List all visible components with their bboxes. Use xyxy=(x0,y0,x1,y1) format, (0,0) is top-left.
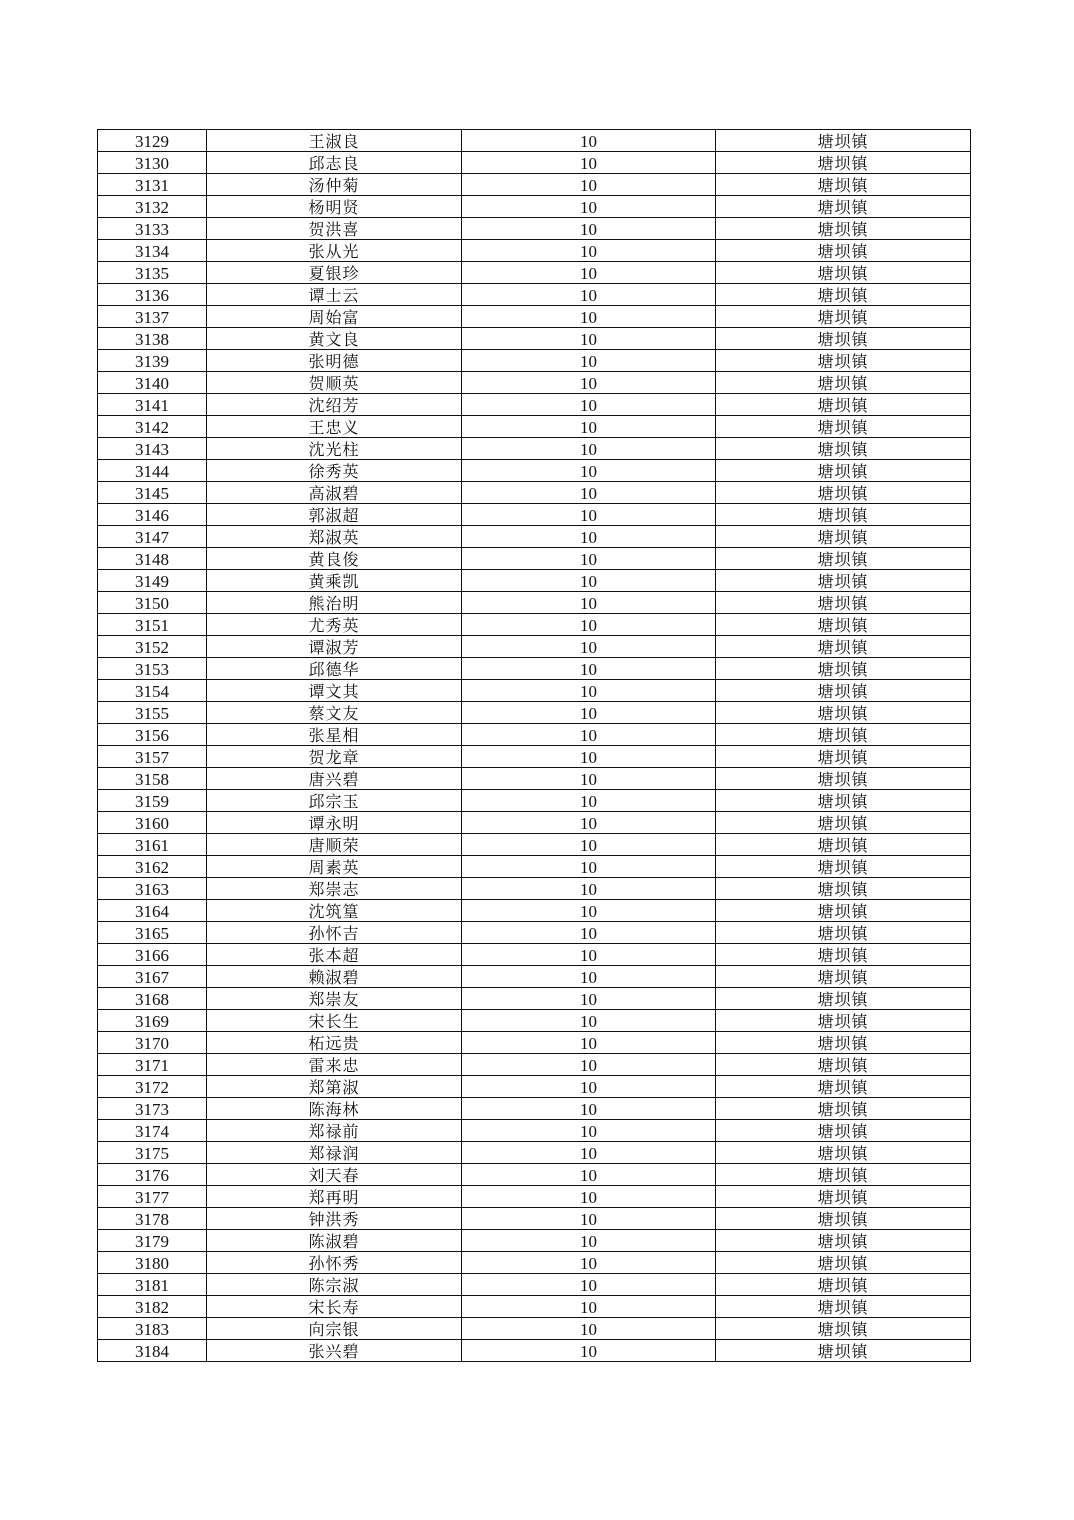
row-number-cell: 3159 xyxy=(98,790,207,812)
table-row xyxy=(98,130,971,152)
table-row xyxy=(98,680,971,702)
town-cell: 塘坝镇 xyxy=(716,218,971,240)
town-cell: 塘坝镇 xyxy=(716,526,971,548)
row-number-cell: 3156 xyxy=(98,724,207,746)
person-name-cell: 张明德 xyxy=(207,350,462,372)
person-name-cell: 黄良俊 xyxy=(207,548,462,570)
table-row xyxy=(98,592,971,614)
person-name-cell: 张星相 xyxy=(207,724,462,746)
town-cell: 塘坝镇 xyxy=(716,1340,971,1362)
amount-cell: 10 xyxy=(462,416,716,438)
person-name-cell: 谭文其 xyxy=(207,680,462,702)
row-number-cell: 3180 xyxy=(98,1252,207,1274)
person-name-cell: 沈绍芳 xyxy=(207,394,462,416)
town-cell: 塘坝镇 xyxy=(716,790,971,812)
amount-cell: 10 xyxy=(462,1076,716,1098)
row-number-cell: 3140 xyxy=(98,372,207,394)
town-cell: 塘坝镇 xyxy=(716,1230,971,1252)
amount-cell: 10 xyxy=(462,1142,716,1164)
amount-cell: 10 xyxy=(462,1054,716,1076)
row-number-cell: 3161 xyxy=(98,834,207,856)
table-row xyxy=(98,988,971,1010)
amount-cell: 10 xyxy=(462,702,716,724)
amount-cell: 10 xyxy=(462,1186,716,1208)
town-cell: 塘坝镇 xyxy=(716,240,971,262)
amount-cell: 10 xyxy=(462,174,716,196)
person-name-cell: 陈宗淑 xyxy=(207,1274,462,1296)
table-row xyxy=(98,394,971,416)
row-number-cell: 3147 xyxy=(98,526,207,548)
table-row xyxy=(98,262,971,284)
town-cell: 塘坝镇 xyxy=(716,262,971,284)
amount-cell: 10 xyxy=(462,548,716,570)
person-name-cell: 向宗银 xyxy=(207,1318,462,1340)
person-name-cell: 唐兴碧 xyxy=(207,768,462,790)
town-cell: 塘坝镇 xyxy=(716,724,971,746)
town-cell: 塘坝镇 xyxy=(716,878,971,900)
table-row xyxy=(98,218,971,240)
amount-cell: 10 xyxy=(462,790,716,812)
table-row xyxy=(98,1164,971,1186)
row-number-cell: 3170 xyxy=(98,1032,207,1054)
row-number-cell: 3133 xyxy=(98,218,207,240)
table-row xyxy=(98,944,971,966)
amount-cell: 10 xyxy=(462,152,716,174)
roster-table-body xyxy=(98,130,971,1362)
table-row xyxy=(98,438,971,460)
town-cell: 塘坝镇 xyxy=(716,768,971,790)
person-name-cell: 郑第淑 xyxy=(207,1076,462,1098)
town-cell: 塘坝镇 xyxy=(716,1296,971,1318)
table-row xyxy=(98,372,971,394)
amount-cell: 10 xyxy=(462,614,716,636)
town-cell: 塘坝镇 xyxy=(716,1186,971,1208)
row-number-cell: 3168 xyxy=(98,988,207,1010)
table-row xyxy=(98,416,971,438)
person-name-cell: 钟洪秀 xyxy=(207,1208,462,1230)
amount-cell: 10 xyxy=(462,438,716,460)
town-cell: 塘坝镇 xyxy=(716,966,971,988)
row-number-cell: 3160 xyxy=(98,812,207,834)
table-row xyxy=(98,240,971,262)
town-cell: 塘坝镇 xyxy=(716,614,971,636)
town-cell: 塘坝镇 xyxy=(716,416,971,438)
town-cell: 塘坝镇 xyxy=(716,812,971,834)
row-number-cell: 3166 xyxy=(98,944,207,966)
person-name-cell: 贺洪喜 xyxy=(207,218,462,240)
person-name-cell: 谭永明 xyxy=(207,812,462,834)
table-row xyxy=(98,922,971,944)
person-name-cell: 陈淑碧 xyxy=(207,1230,462,1252)
row-number-cell: 3148 xyxy=(98,548,207,570)
row-number-cell: 3165 xyxy=(98,922,207,944)
amount-cell: 10 xyxy=(462,988,716,1010)
table-row xyxy=(98,1142,971,1164)
row-number-cell: 3149 xyxy=(98,570,207,592)
table-row xyxy=(98,1296,971,1318)
row-number-cell: 3177 xyxy=(98,1186,207,1208)
table-row xyxy=(98,196,971,218)
table-row xyxy=(98,1054,971,1076)
amount-cell: 10 xyxy=(462,1340,716,1362)
person-name-cell: 陈海林 xyxy=(207,1098,462,1120)
table-row xyxy=(98,1318,971,1340)
amount-cell: 10 xyxy=(462,570,716,592)
row-number-cell: 3174 xyxy=(98,1120,207,1142)
row-number-cell: 3154 xyxy=(98,680,207,702)
person-name-cell: 郑禄前 xyxy=(207,1120,462,1142)
table-row xyxy=(98,1120,971,1142)
person-name-cell: 蔡文友 xyxy=(207,702,462,724)
amount-cell: 10 xyxy=(462,834,716,856)
amount-cell: 10 xyxy=(462,328,716,350)
table-row xyxy=(98,768,971,790)
amount-cell: 10 xyxy=(462,812,716,834)
table-row xyxy=(98,812,971,834)
amount-cell: 10 xyxy=(462,680,716,702)
amount-cell: 10 xyxy=(462,1230,716,1252)
town-cell: 塘坝镇 xyxy=(716,548,971,570)
row-number-cell: 3153 xyxy=(98,658,207,680)
town-cell: 塘坝镇 xyxy=(716,1032,971,1054)
row-number-cell: 3176 xyxy=(98,1164,207,1186)
table-row xyxy=(98,548,971,570)
row-number-cell: 3135 xyxy=(98,262,207,284)
row-number-cell: 3158 xyxy=(98,768,207,790)
row-number-cell: 3145 xyxy=(98,482,207,504)
amount-cell: 10 xyxy=(462,1208,716,1230)
town-cell: 塘坝镇 xyxy=(716,680,971,702)
town-cell: 塘坝镇 xyxy=(716,504,971,526)
person-name-cell: 赖淑碧 xyxy=(207,966,462,988)
table-row xyxy=(98,966,971,988)
person-name-cell: 张从光 xyxy=(207,240,462,262)
row-number-cell: 3157 xyxy=(98,746,207,768)
row-number-cell: 3164 xyxy=(98,900,207,922)
town-cell: 塘坝镇 xyxy=(716,1208,971,1230)
town-cell: 塘坝镇 xyxy=(716,834,971,856)
person-name-cell: 邱宗玉 xyxy=(207,790,462,812)
town-cell: 塘坝镇 xyxy=(716,350,971,372)
table-row xyxy=(98,350,971,372)
person-name-cell: 王淑良 xyxy=(207,130,462,152)
table-row xyxy=(98,1098,971,1120)
row-number-cell: 3173 xyxy=(98,1098,207,1120)
table-row xyxy=(98,1208,971,1230)
person-name-cell: 周始富 xyxy=(207,306,462,328)
amount-cell: 10 xyxy=(462,372,716,394)
table-row xyxy=(98,1186,971,1208)
row-number-cell: 3130 xyxy=(98,152,207,174)
amount-cell: 10 xyxy=(462,1274,716,1296)
amount-cell: 10 xyxy=(462,636,716,658)
person-name-cell: 郑崇志 xyxy=(207,878,462,900)
amount-cell: 10 xyxy=(462,196,716,218)
person-name-cell: 张本超 xyxy=(207,944,462,966)
town-cell: 塘坝镇 xyxy=(716,658,971,680)
amount-cell: 10 xyxy=(462,262,716,284)
amount-cell: 10 xyxy=(462,1120,716,1142)
person-name-cell: 宋长寿 xyxy=(207,1296,462,1318)
town-cell: 塘坝镇 xyxy=(716,438,971,460)
person-name-cell: 谭淑芳 xyxy=(207,636,462,658)
town-cell: 塘坝镇 xyxy=(716,394,971,416)
town-cell: 塘坝镇 xyxy=(716,988,971,1010)
row-number-cell: 3141 xyxy=(98,394,207,416)
table-row xyxy=(98,460,971,482)
amount-cell: 10 xyxy=(462,856,716,878)
table-row xyxy=(98,1032,971,1054)
amount-cell: 10 xyxy=(462,746,716,768)
person-name-cell: 徐秀英 xyxy=(207,460,462,482)
table-row xyxy=(98,856,971,878)
row-number-cell: 3150 xyxy=(98,592,207,614)
table-row xyxy=(98,1010,971,1032)
person-name-cell: 黄乘凯 xyxy=(207,570,462,592)
person-name-cell: 张兴碧 xyxy=(207,1340,462,1362)
row-number-cell: 3146 xyxy=(98,504,207,526)
table-row xyxy=(98,636,971,658)
row-number-cell: 3175 xyxy=(98,1142,207,1164)
table-row xyxy=(98,570,971,592)
town-cell: 塘坝镇 xyxy=(716,944,971,966)
town-cell: 塘坝镇 xyxy=(716,1142,971,1164)
row-number-cell: 3155 xyxy=(98,702,207,724)
row-number-cell: 3143 xyxy=(98,438,207,460)
town-cell: 塘坝镇 xyxy=(716,306,971,328)
amount-cell: 10 xyxy=(462,130,716,152)
table-row xyxy=(98,658,971,680)
table-row xyxy=(98,526,971,548)
roster-table xyxy=(97,129,971,1362)
row-number-cell: 3129 xyxy=(98,130,207,152)
person-name-cell: 高淑碧 xyxy=(207,482,462,504)
town-cell: 塘坝镇 xyxy=(716,900,971,922)
amount-cell: 10 xyxy=(462,1164,716,1186)
table-row xyxy=(98,174,971,196)
amount-cell: 10 xyxy=(462,1252,716,1274)
row-number-cell: 3152 xyxy=(98,636,207,658)
town-cell: 塘坝镇 xyxy=(716,174,971,196)
amount-cell: 10 xyxy=(462,218,716,240)
amount-cell: 10 xyxy=(462,284,716,306)
amount-cell: 10 xyxy=(462,922,716,944)
amount-cell: 10 xyxy=(462,658,716,680)
row-number-cell: 3167 xyxy=(98,966,207,988)
amount-cell: 10 xyxy=(462,394,716,416)
person-name-cell: 唐顺荣 xyxy=(207,834,462,856)
person-name-cell: 黄文良 xyxy=(207,328,462,350)
town-cell: 塘坝镇 xyxy=(716,1120,971,1142)
amount-cell: 10 xyxy=(462,768,716,790)
town-cell: 塘坝镇 xyxy=(716,328,971,350)
row-number-cell: 3136 xyxy=(98,284,207,306)
person-name-cell: 刘天春 xyxy=(207,1164,462,1186)
person-name-cell: 宋长生 xyxy=(207,1010,462,1032)
table-row xyxy=(98,724,971,746)
town-cell: 塘坝镇 xyxy=(716,570,971,592)
table-row xyxy=(98,504,971,526)
person-name-cell: 邱志良 xyxy=(207,152,462,174)
row-number-cell: 3142 xyxy=(98,416,207,438)
person-name-cell: 沈筑篁 xyxy=(207,900,462,922)
amount-cell: 10 xyxy=(462,724,716,746)
amount-cell: 10 xyxy=(462,1098,716,1120)
amount-cell: 10 xyxy=(462,1032,716,1054)
table-row xyxy=(98,482,971,504)
person-name-cell: 郭淑超 xyxy=(207,504,462,526)
person-name-cell: 孙怀秀 xyxy=(207,1252,462,1274)
town-cell: 塘坝镇 xyxy=(716,746,971,768)
amount-cell: 10 xyxy=(462,240,716,262)
town-cell: 塘坝镇 xyxy=(716,636,971,658)
person-name-cell: 雷来忠 xyxy=(207,1054,462,1076)
row-number-cell: 3151 xyxy=(98,614,207,636)
row-number-cell: 3163 xyxy=(98,878,207,900)
person-name-cell: 柘远贵 xyxy=(207,1032,462,1054)
person-name-cell: 汤仲菊 xyxy=(207,174,462,196)
person-name-cell: 王忠义 xyxy=(207,416,462,438)
person-name-cell: 谭士云 xyxy=(207,284,462,306)
row-number-cell: 3181 xyxy=(98,1274,207,1296)
person-name-cell: 杨明贤 xyxy=(207,196,462,218)
amount-cell: 10 xyxy=(462,482,716,504)
amount-cell: 10 xyxy=(462,966,716,988)
town-cell: 塘坝镇 xyxy=(716,1318,971,1340)
row-number-cell: 3132 xyxy=(98,196,207,218)
row-number-cell: 3134 xyxy=(98,240,207,262)
row-number-cell: 3182 xyxy=(98,1296,207,1318)
town-cell: 塘坝镇 xyxy=(716,196,971,218)
town-cell: 塘坝镇 xyxy=(716,1274,971,1296)
table-row xyxy=(98,790,971,812)
person-name-cell: 贺龙章 xyxy=(207,746,462,768)
town-cell: 塘坝镇 xyxy=(716,130,971,152)
table-row xyxy=(98,328,971,350)
person-name-cell: 郑再明 xyxy=(207,1186,462,1208)
row-number-cell: 3178 xyxy=(98,1208,207,1230)
town-cell: 塘坝镇 xyxy=(716,1054,971,1076)
table-row xyxy=(98,900,971,922)
town-cell: 塘坝镇 xyxy=(716,1010,971,1032)
amount-cell: 10 xyxy=(462,592,716,614)
town-cell: 塘坝镇 xyxy=(716,922,971,944)
table-row xyxy=(98,1252,971,1274)
table-row xyxy=(98,746,971,768)
row-number-cell: 3131 xyxy=(98,174,207,196)
row-number-cell: 3171 xyxy=(98,1054,207,1076)
table-row xyxy=(98,614,971,636)
amount-cell: 10 xyxy=(462,526,716,548)
amount-cell: 10 xyxy=(462,350,716,372)
row-number-cell: 3139 xyxy=(98,350,207,372)
row-number-cell: 3183 xyxy=(98,1318,207,1340)
amount-cell: 10 xyxy=(462,900,716,922)
table-row xyxy=(98,702,971,724)
amount-cell: 10 xyxy=(462,306,716,328)
amount-cell: 10 xyxy=(462,944,716,966)
person-name-cell: 孙怀吉 xyxy=(207,922,462,944)
town-cell: 塘坝镇 xyxy=(716,1164,971,1186)
town-cell: 塘坝镇 xyxy=(716,482,971,504)
amount-cell: 10 xyxy=(462,504,716,526)
person-name-cell: 邱德华 xyxy=(207,658,462,680)
row-number-cell: 3137 xyxy=(98,306,207,328)
table-row xyxy=(98,284,971,306)
amount-cell: 10 xyxy=(462,460,716,482)
person-name-cell: 郑淑英 xyxy=(207,526,462,548)
town-cell: 塘坝镇 xyxy=(716,592,971,614)
town-cell: 塘坝镇 xyxy=(716,1252,971,1274)
row-number-cell: 3169 xyxy=(98,1010,207,1032)
row-number-cell: 3162 xyxy=(98,856,207,878)
person-name-cell: 沈光柱 xyxy=(207,438,462,460)
person-name-cell: 周素英 xyxy=(207,856,462,878)
table-row xyxy=(98,1274,971,1296)
person-name-cell: 郑崇友 xyxy=(207,988,462,1010)
table-row xyxy=(98,306,971,328)
row-number-cell: 3172 xyxy=(98,1076,207,1098)
town-cell: 塘坝镇 xyxy=(716,856,971,878)
person-name-cell: 尤秀英 xyxy=(207,614,462,636)
row-number-cell: 3144 xyxy=(98,460,207,482)
amount-cell: 10 xyxy=(462,1010,716,1032)
row-number-cell: 3138 xyxy=(98,328,207,350)
amount-cell: 10 xyxy=(462,1296,716,1318)
amount-cell: 10 xyxy=(462,1318,716,1340)
amount-cell: 10 xyxy=(462,878,716,900)
town-cell: 塘坝镇 xyxy=(716,702,971,724)
table-row xyxy=(98,1076,971,1098)
town-cell: 塘坝镇 xyxy=(716,372,971,394)
person-name-cell: 夏银珍 xyxy=(207,262,462,284)
row-number-cell: 3179 xyxy=(98,1230,207,1252)
person-name-cell: 贺顺英 xyxy=(207,372,462,394)
town-cell: 塘坝镇 xyxy=(716,284,971,306)
row-number-cell: 3184 xyxy=(98,1340,207,1362)
town-cell: 塘坝镇 xyxy=(716,1076,971,1098)
table-row xyxy=(98,834,971,856)
town-cell: 塘坝镇 xyxy=(716,152,971,174)
table-row xyxy=(98,878,971,900)
person-name-cell: 熊治明 xyxy=(207,592,462,614)
person-name-cell: 郑禄润 xyxy=(207,1142,462,1164)
table-row xyxy=(98,1340,971,1362)
town-cell: 塘坝镇 xyxy=(716,460,971,482)
table-row xyxy=(98,1230,971,1252)
town-cell: 塘坝镇 xyxy=(716,1098,971,1120)
table-row xyxy=(98,152,971,174)
